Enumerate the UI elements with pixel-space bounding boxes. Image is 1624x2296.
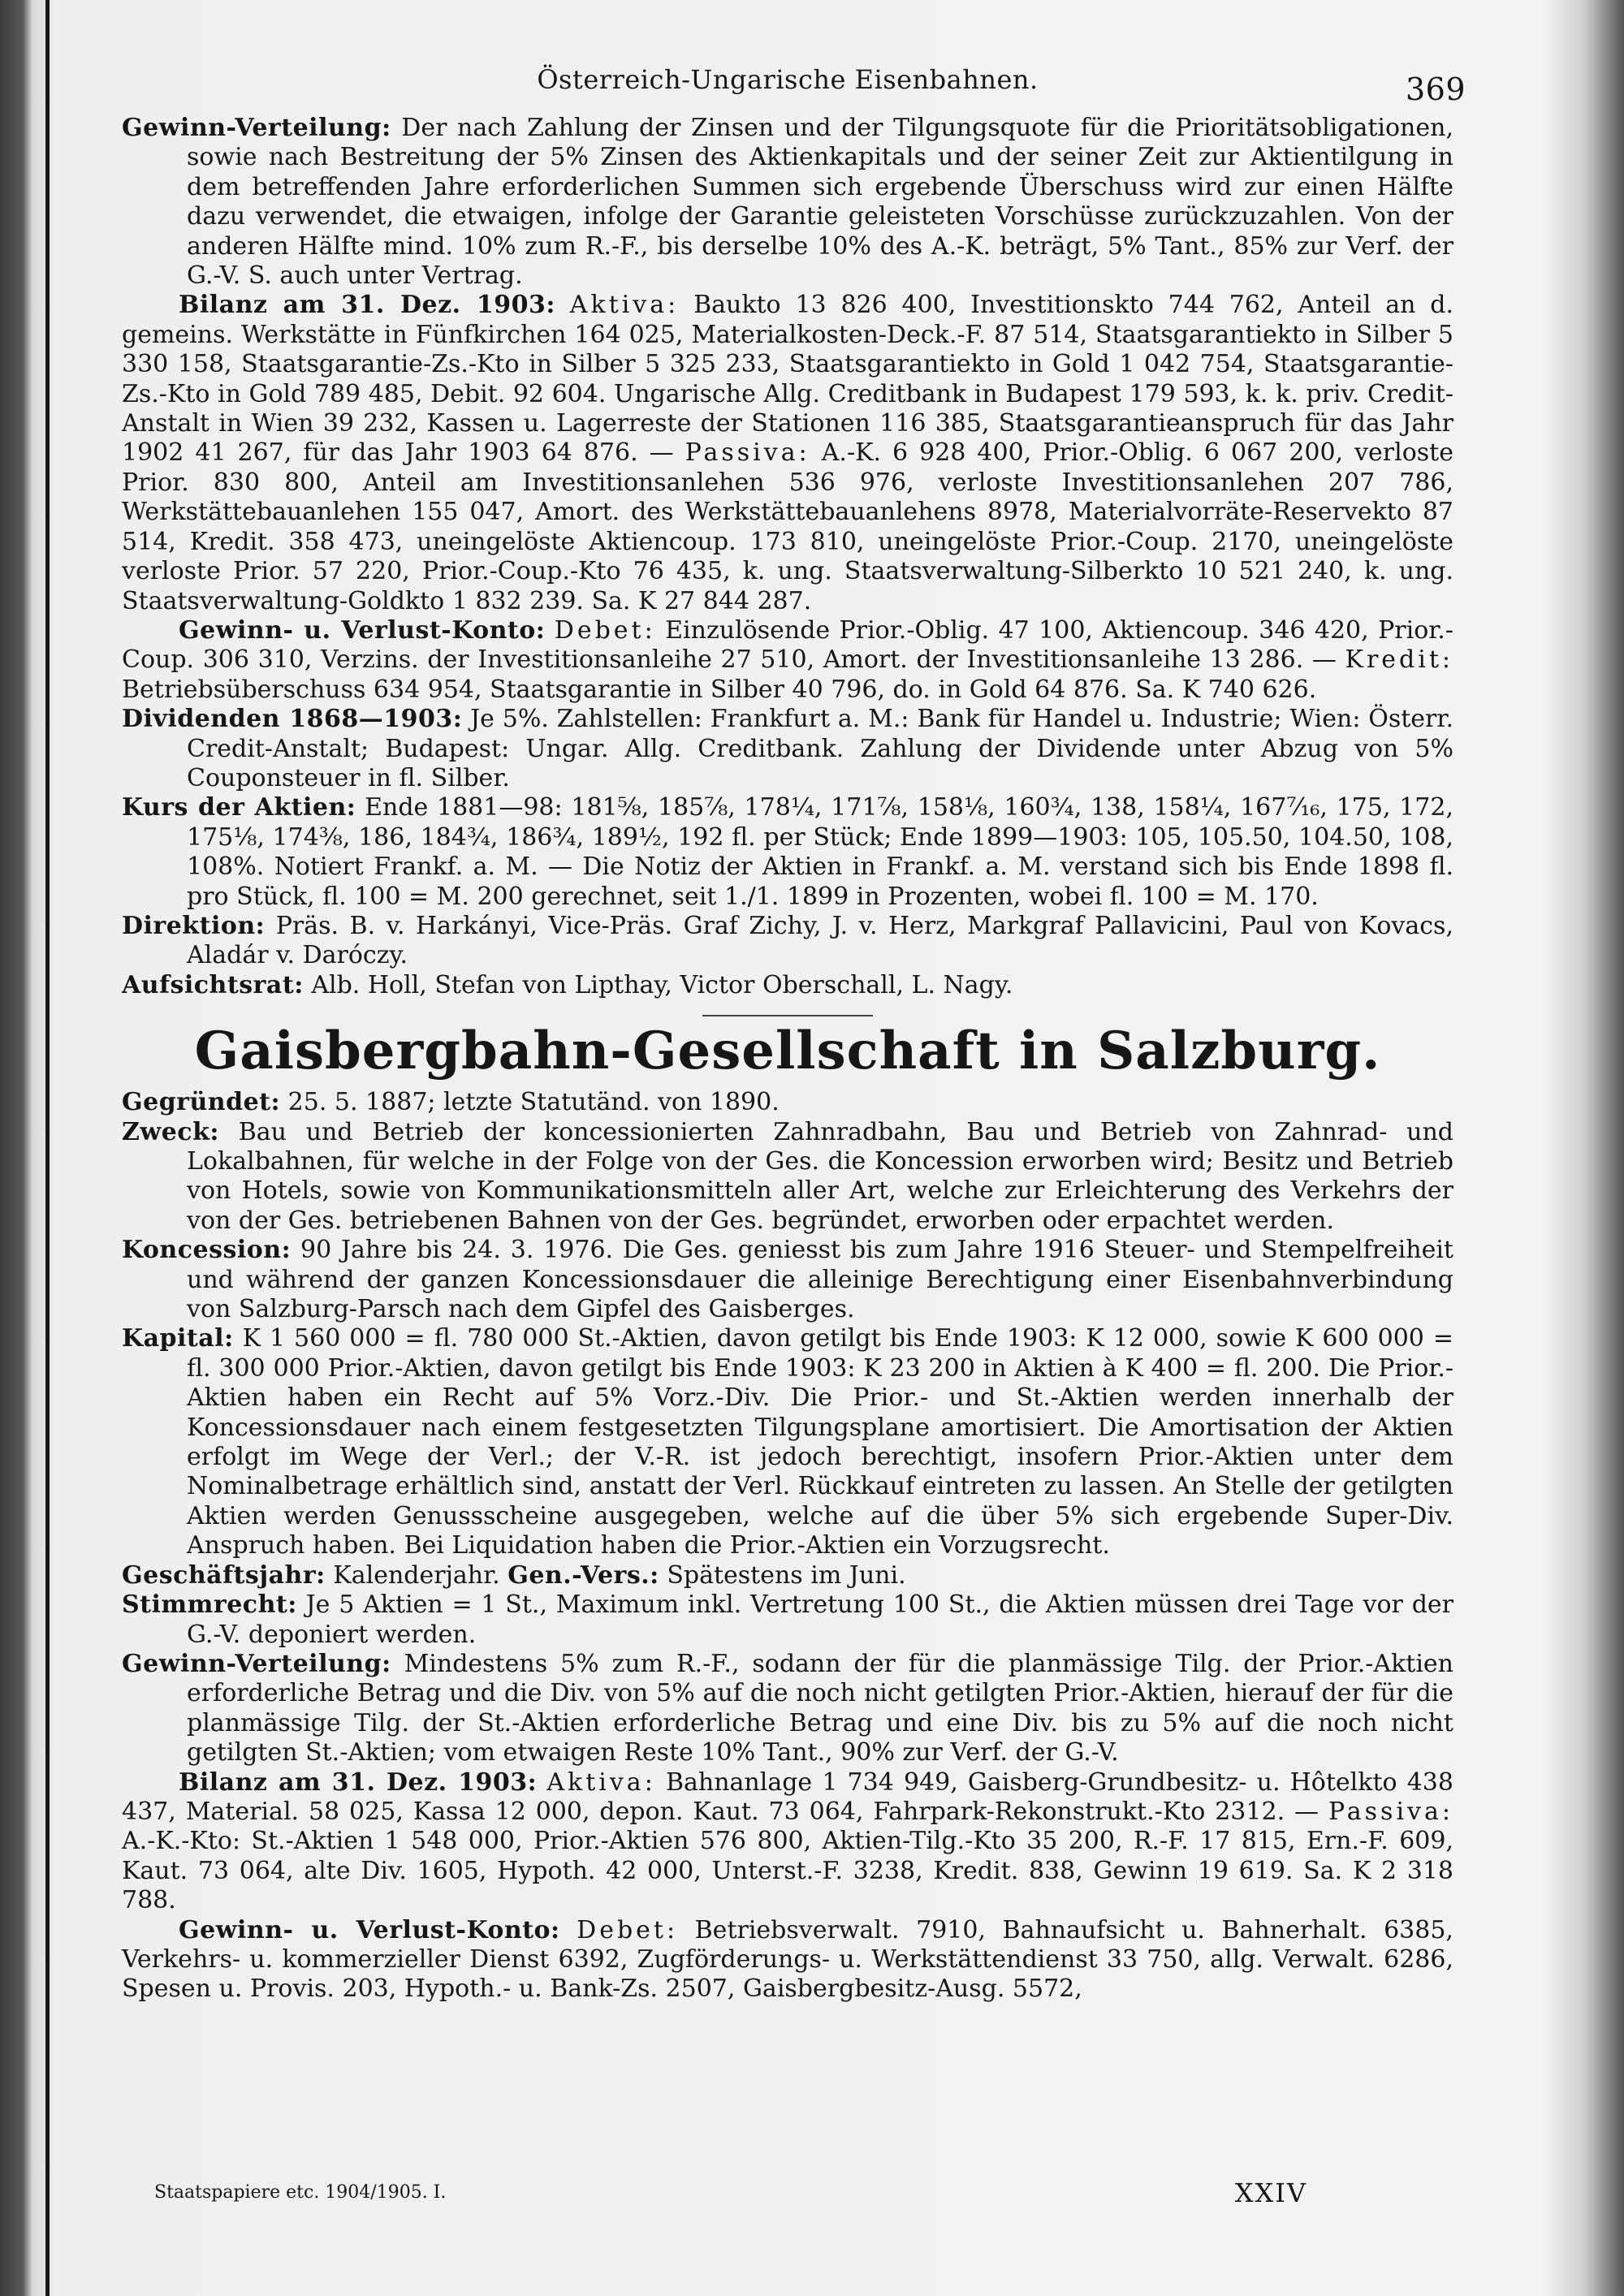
s1-gewinn-verteilung <box>122 114 1453 291</box>
s2-debet-label: Debet: <box>577 1915 679 1944</box>
s2-gewinn-verlust <box>122 1916 1453 2005</box>
s1-direktion-text: Präs. B. v. Harkányi, Vice-Präs. Graf Zichy, J. v. Herz, Markgraf Pallavicini, Paul von Kovacs, Aladár v. Daróczy. <box>187 911 1453 970</box>
s2-gegruendet-label: Gegründet: <box>122 1088 281 1117</box>
s1-dividenden-text: Je 5%. Zahlstellen: Frankfurt a. M.: Bank für Handel u. Industrie; Wien: Österr. Credit-Anstalt; Budapest: Ungar. Allg. Creditbank. Zahlung der Dividende unter Abzug von 5% Couponsteuer in fl. Silber. <box>187 705 1453 792</box>
s1-aufsichtsrat <box>122 971 1453 1000</box>
s2-koncession-label: Koncession: <box>122 1236 292 1265</box>
signature-mark: XXIV <box>1234 2177 1307 2208</box>
s2-kapital-label: Kapital: <box>122 1324 234 1353</box>
company-title: Gaisbergbahn-Gesellschaft in Salzburg. <box>194 1021 1381 1082</box>
s2-debet-text: Betriebsverwalt. 7910, Bahnaufsicht u. Bahnerhalt. 6385, Verkehrs- u. kommerzieller Dienst 6392, Zugförderungs- u. Werkstättendienst 33 750, allg. Verwalt. 6286, Spesen u. Provis. 203, Hypoth.- u. Bank-Zs. 2507, Gaisbergbesitz-Ausg. 5572, <box>122 1915 1453 2004</box>
s2-aktiva-text: Bahnanlage 1 734 949, Gaisberg-Grundbesitz- u. Hôtelkto 438 437, Material. 58 025, Kassa 12 000, depon. Kaut. 73 064, Fahrpark-Rekonstrukt.-Kto 2312. — <box>122 1767 1453 1826</box>
binding-edge <box>45 0 50 2296</box>
s1-gewinn-verteilung-label: Gewinn-Verteilung: <box>122 114 391 142</box>
s1-passiva-label: Passiva: <box>685 438 810 468</box>
s1-bilanz <box>122 291 1453 615</box>
s2-stimmrecht <box>122 1590 1453 1650</box>
s2-genvers-label: Gen.-Vers.: <box>508 1560 659 1590</box>
page-number: 369 <box>1405 71 1466 107</box>
s2-bilanz-label: Bilanz am 31. Dez. 1903: <box>179 1767 538 1797</box>
s1-kredit-label: Kredit: <box>1345 645 1453 675</box>
s1-direktion <box>122 912 1453 971</box>
s1-aufsichtsrat-label: Aufsichtsrat: <box>122 970 304 999</box>
s2-kapital-text: K 1 560 000 = fl. 780 000 St.-Aktien, davon getilgt bis Ende 1903: K 12 000, sowie K 600 000 = fl. 300 000 Prior.-Aktien, davon getilgt bis Ende 1903: K 23 200 in Aktien à K 400 = fl. 200. Die Prior.-Aktien haben ein Recht auf 5% Vorz.-Div. Die Prior.- und St.-Aktien werden innerhalb der Koncessionsdauer nach einem festgesetzten Tilgungsplane amortisiert. Die Amortisation der Aktien erfolgt im Wege der Verl.; der V.-R. ist jedoch berechtigt, insofern Prior.-Aktien unter dem Nominalbetrage erhältlich sind, anstatt der Verl. Rückkauf eintreten zu lassen. An Stelle der getilgten Aktien werden Genussscheine ausgegeben, welche auf die über 5% sich ergebende Super-Div. Anspruch haben. Bei Liquidation haben die Prior.-Aktien ein Vorzugsrecht. <box>187 1324 1453 1560</box>
s2-zweck-label: Zweck: <box>122 1117 219 1146</box>
document-page <box>122 64 1466 2005</box>
s1-gv-label: Gewinn- u. Verlust-Konto: <box>179 615 546 645</box>
s2-passiva-text: A.-K.-Kto: St.-Aktien 1 548 000, Prior.-Aktien 576 800, Aktien-Tilg.-Kto 35 200, R.-F. 17 815, Ern.-F. 609, Kaut. 73 064, alte Div. 1605, Hypoth. 42 000, Unterst.-F. 3238, Kredit. 838, Gewinn 19 619. Sa. K 2 318 788. <box>122 1827 1453 1915</box>
page-footer <box>154 2177 1307 2215</box>
s2-gv-label: Gewinn- u. Verlust-Konto: <box>179 1915 560 1944</box>
s1-gewinn-verteilung-text: Der nach Zahlung der Zinsen und der Tilgungsquote für die Prioritätsobligationen, sowie nach Bestreitung der 5% Zinsen des Aktienkapitals und der seiner Zeit zur Aktientilgung in dem betreffenden Jahre erforderlichen Summen sich ergebende Überschuss wird zur einen Hälfte dazu verwendet, die etwaigen, infolge der Garantie geleisteten Vorschüsse zurückzuzahlen. Von der anderen Hälfte mind. 10% zum R.-F., bis derselbe 10% des A.-K. beträgt, 5% Tant., 85% zur Verf. der G.-V. S. auch unter Vertrag. <box>187 114 1453 291</box>
s2-aktiva-label: Aktiva: <box>546 1767 656 1797</box>
s1-dividenden-label: Dividenden 1868—1903: <box>122 705 463 734</box>
s1-debet-label: Debet: <box>554 615 656 645</box>
s2-geschaeftsjahr <box>122 1561 1453 1590</box>
s2-koncession <box>122 1236 1453 1324</box>
s1-aufsichtsrat-text: Alb. Holl, Stefan von Lipthay, Victor Oberschall, L. Nagy. <box>311 970 1013 999</box>
s2-gegruendet-text: 25. 5. 1887; letzte Statutänd. von 1890. <box>287 1088 780 1117</box>
s1-kurs <box>122 793 1453 912</box>
s2-geschaeftsjahr-label: Geschäftsjahr: <box>122 1560 326 1590</box>
s2-gewinn-verteilung-text: Mindestens 5% zum R.-F., sodann der für die planmässige Tilg. der Prior.-Aktien erforderliche Betrag und die Div. von 5% auf die noch nicht getilgten Prior.-Aktien, hierauf der für die planmässige Tilg. der St.-Aktien erforderliche Betrag und eine Div. bis zu 5% auf die noch nicht getilgten St.-Aktien; vom etwaigen Reste 10% Tant., 90% zur Verf. der G.-V. <box>187 1649 1453 1767</box>
s2-gewinn-verteilung-label: Gewinn-Verteilung: <box>122 1649 391 1678</box>
s2-koncession-text: 90 Jahre bis 24. 3. 1976. Die Ges. geniesst bis zum Jahre 1916 Steuer- und Stempelfreiheit und während der ganzen Koncessionsdauer die alleinige Berechtigung einer Eisenbahnverbindung von Salzburg-Parsch nach dem Gipfel des Gaisberges. <box>187 1236 1453 1324</box>
page-header <box>122 64 1466 114</box>
s1-kurs-label: Kurs der Aktien: <box>122 793 356 822</box>
s2-passiva-label: Passiva: <box>1328 1797 1453 1826</box>
s2-stimmrecht-text: Je 5 Aktien = 1 St., Maximum inkl. Vertretung 100 St., die Aktien müssen drei Tage vor der G.-V. deponiert werden. <box>187 1590 1453 1649</box>
s1-direktion-label: Direktion: <box>122 911 266 940</box>
s2-gewinn-verteilung <box>122 1650 1453 1768</box>
s1-aktiva-label: Aktiva: <box>569 291 680 320</box>
s1-bilanz-label: Bilanz am 31. Dez. 1903: <box>179 291 555 320</box>
s1-aktiva-text: Baukto 13 826 400, Investitionskto 744 762, Anteil an d. gemeins. Werkstätte in Fünfkirchen 164 025, Materialkosten-Deck.-F. 87 514, Staatsgarantiekto in Silber 5 330 158, Staatsgarantie-Zs.-Kto in Silber 5 325 233, Staatsgarantiekto in Gold 1 042 754, Staatsgarantie-Zs.-Kto in Gold 789 485, Debit. 92 604. Ungarische Allg. Creditbank in Budapest 179 593, k. k. priv. Credit-Anstalt in Wien 39 232, Kassen u. Lagerreste der Stationen 116 385, Staatsgarantieanspruch für das Jahr 1902 41 267, für das Jahr 1903 64 876. — <box>122 291 1453 468</box>
s2-bilanz <box>122 1768 1453 1916</box>
s2-zweck-text: Bau und Betrieb der koncessionierten Zahnradbahn, Bau und Betrieb von Zahnrad- und Lokalbahnen, für welche in der Folge von der Ges. die Koncession erworben wird; Besitz und Betrieb von Hotels, sowie von Kommunikationsmitteln aller Art, welche zur Erleichterung des Verkehrs der von der Ges. betriebenen Bahnen von der Ges. begründet, erworben oder erpachtet werden. <box>187 1117 1453 1235</box>
s1-passiva-text: A.-K. 6 928 400, Prior.-Oblig. 6 067 200, verloste Prior. 830 800, Anteil am Investitionsanlehen 536 976, verloste Investitionsanlehen 207 786, Werkstättebauanlehen 155 047, Amort. des Werkstättebauanlehens 8978, Materialvorräte-Reservekto 87 514, Kredit. 358 473, uneingelöste Aktiencoup. 173 810, uneingelöste Prior.-Coup. 2170, uneingelöste verloste Prior. 57 220, Prior.-Coup.-Kto 76 435, k. ung. Staatsverwaltung-Silberkto 10 521 240, k. ung. Staatsverwaltung-Goldkto 1 832 239. Sa. K 27 844 287. <box>122 438 1453 615</box>
s2-stimmrecht-label: Stimmrecht: <box>122 1590 297 1620</box>
s2-gegruendet <box>122 1088 1453 1117</box>
s2-geschaeftsjahr-text: Kalenderjahr. <box>333 1560 500 1590</box>
s1-gewinn-verlust <box>122 616 1453 705</box>
s1-kredit-text: Betriebsüberschuss 634 954, Staatsgarantie in Silber 40 796, do. in Gold 64 876. Sa. K 740 626. <box>122 675 1317 704</box>
s2-zweck <box>122 1118 1453 1236</box>
running-title: Österreich-Ungarische Eisenbahnen. <box>537 64 1039 95</box>
section-divider <box>702 1015 873 1016</box>
s1-dividenden <box>122 705 1453 793</box>
s2-genvers-text: Spätestens im Juni. <box>667 1560 906 1590</box>
footer-source: Staatspapiere etc. 1904/1905. I. <box>154 2182 447 2203</box>
s1-kurs-text: Ende 1881—98: 181⅝, 185⅞, 178¼, 171⅞, 158⅛, 160¾, 138, 158¼, 167⁷⁄₁₆, 175, 172, 175⅛, 174⅜, 186, 184¾, 186¾, 189½, 192 fl. per Stück; Ende 1899—1903: 105, 105.50, 104.50, 108, 108%. Notiert Frankf. a. M. — Die Notiz der Aktien in Frankf. a. M. verstand sich bis Ende 1898 fl. pro Stück, fl. 100 = M. 200 gerechnet, seit 1./1. 1899 in Prozenten, wobei fl. 100 = M. 170. <box>187 793 1454 911</box>
s2-kapital <box>122 1324 1453 1560</box>
s1-debet-text: Einzulösende Prior.-Oblig. 47 100, Aktiencoup. 346 420, Prior.-Coup. 306 310, Verzins. der Investitionsanleihe 27 510, Amort. der Investitionsanleihe 13 286. — <box>122 615 1453 675</box>
